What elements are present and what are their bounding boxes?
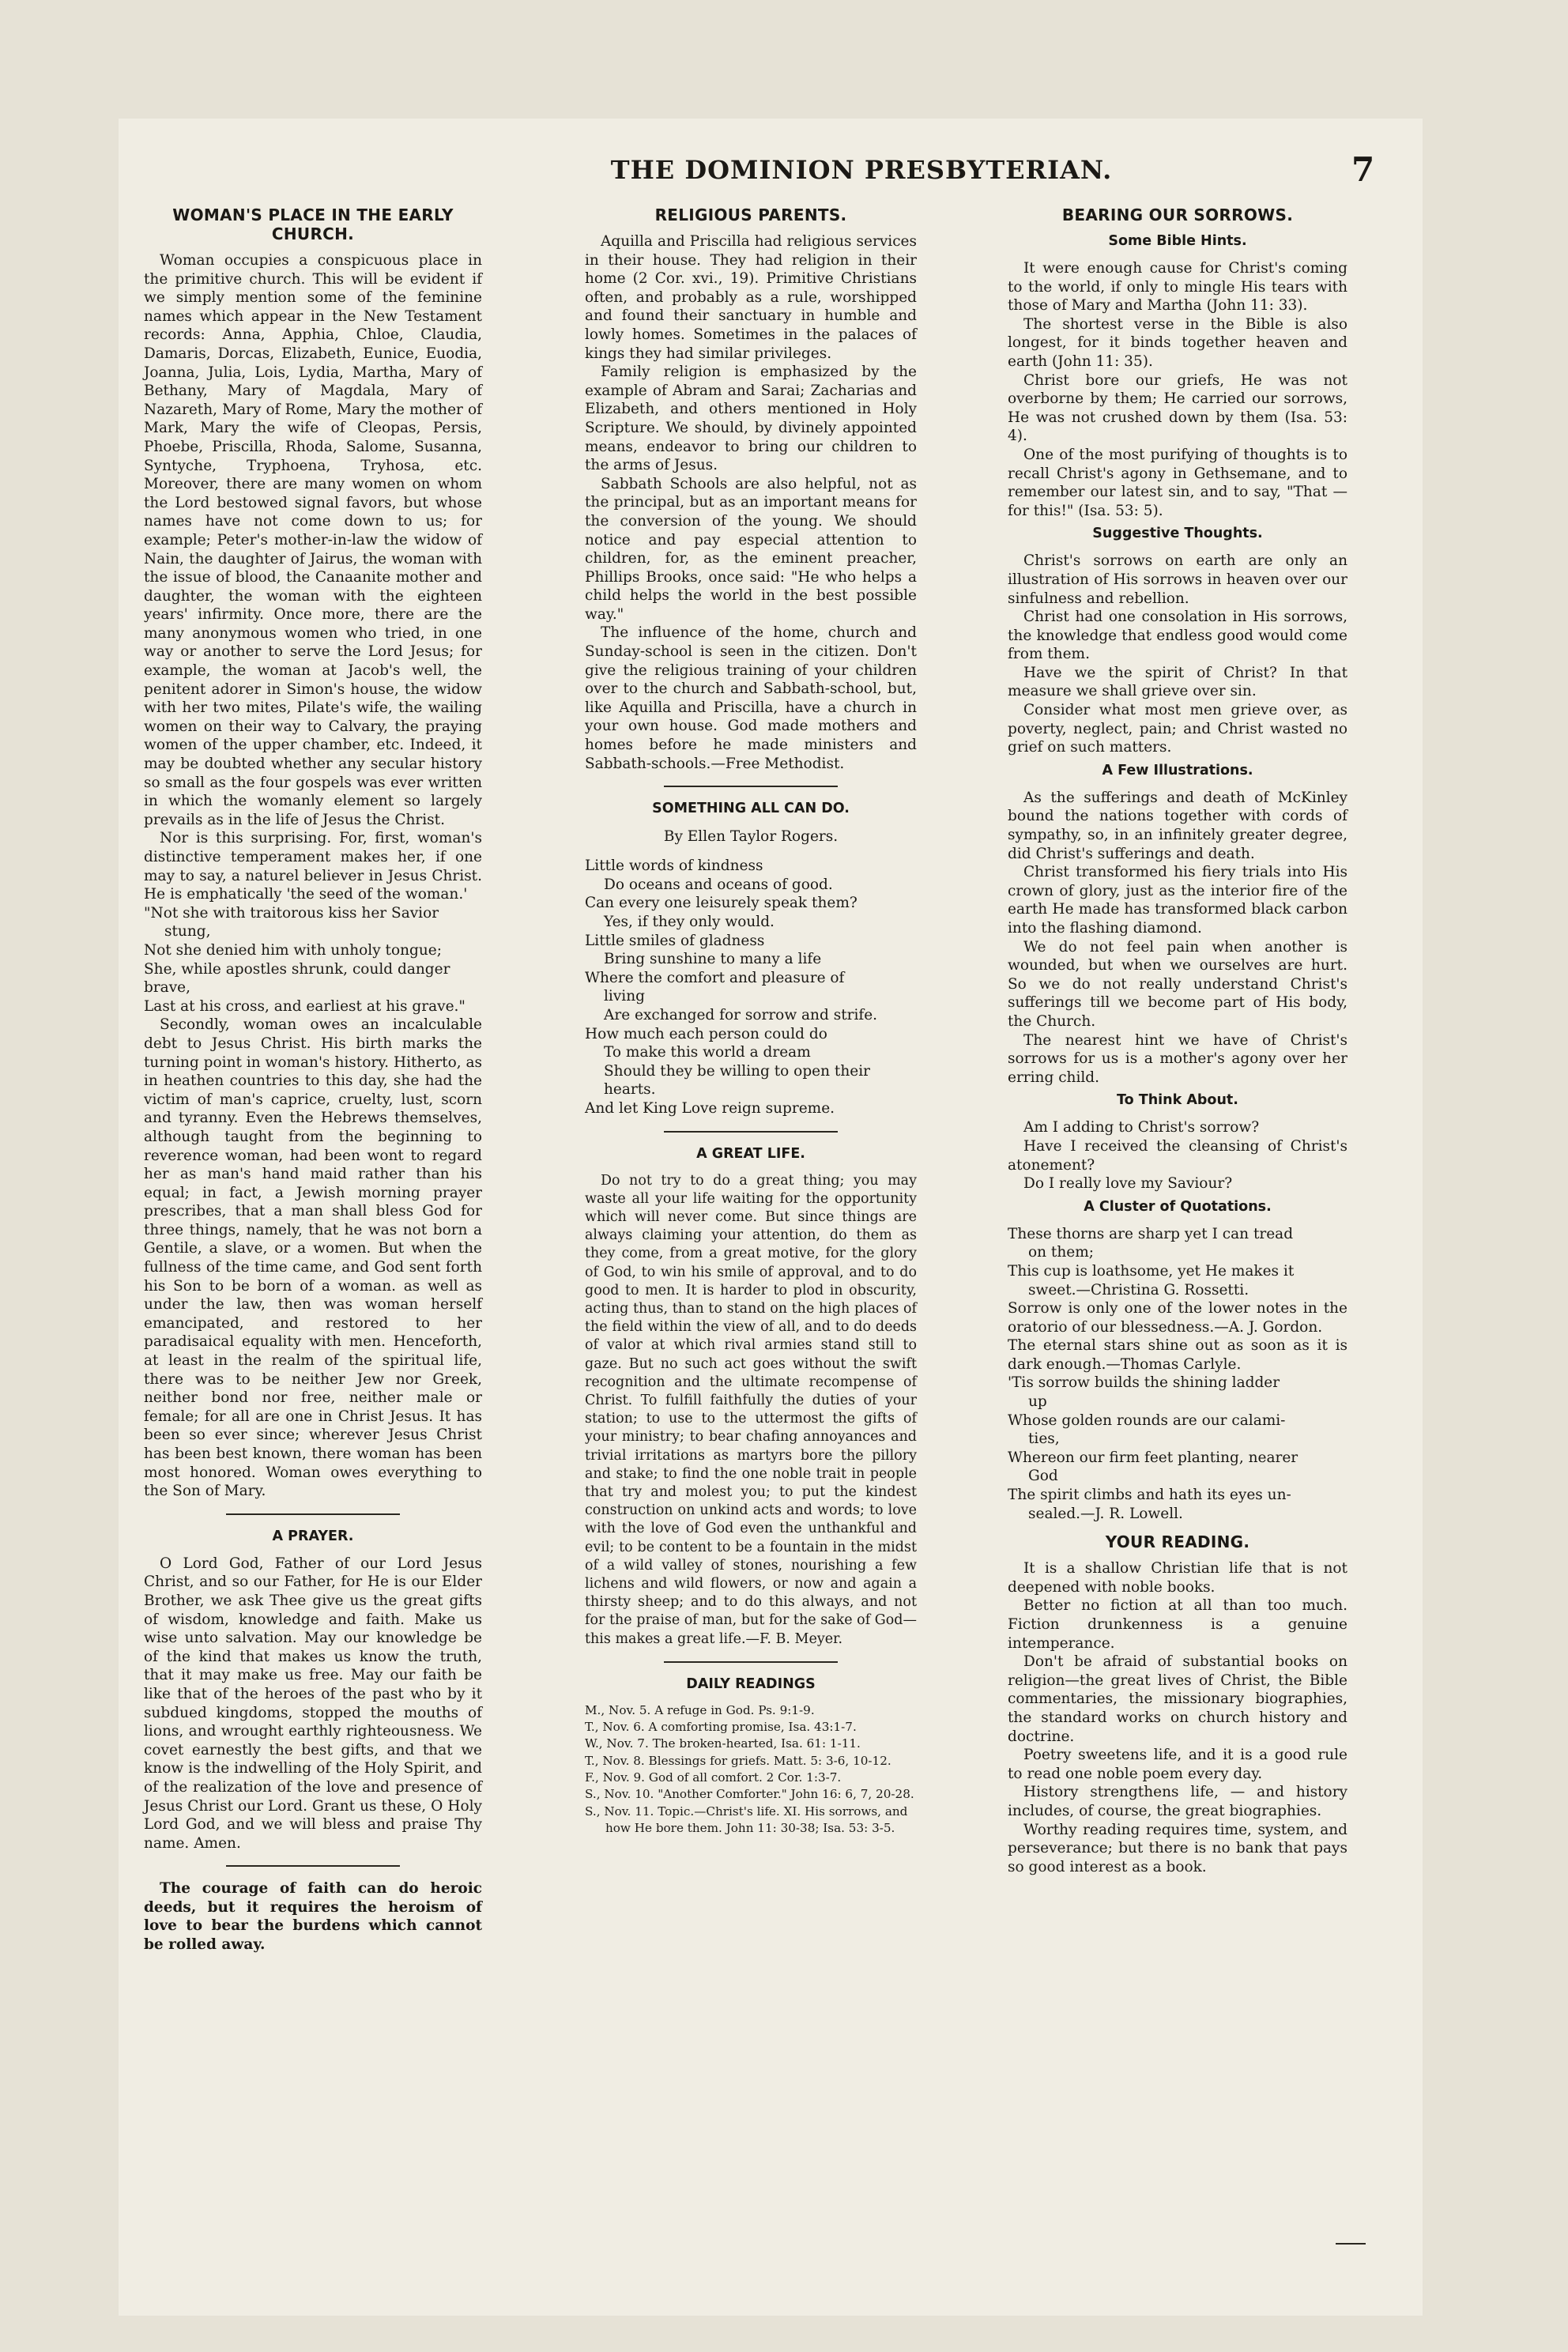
section-subheading: A Few Illustrations. xyxy=(1102,762,1253,778)
poem-line: How much each person could do xyxy=(585,1025,827,1042)
reading-entry: S., Nov. 11. Topic.—Christ's life. XI. His sorrows, and how He bore them. John 11: 30-38; Isa. 53: 3-5. xyxy=(585,1804,908,1835)
article-heading: YOUR READING. xyxy=(1105,1532,1250,1552)
article-paragraph: Christ transformed his fiery trials into His crown of glory, just as the interior fire of the earth He made has transformed black carbon into the flashing diamond. xyxy=(1008,864,1348,937)
column-2 xyxy=(585,205,917,1837)
article-paragraph: Consider what most men grieve over, as poverty, neglect, pain; and Christ wasted no grief on such matters. xyxy=(1008,702,1348,756)
closing-quote: The courage of faith can do heroic deeds, but it requires the heroism of love to bear the burdens which cannot be rolled away. xyxy=(144,1880,482,1954)
divider xyxy=(664,1661,838,1663)
quote-line: These thorns are sharp yet I can tread xyxy=(1008,1225,1294,1242)
article-paragraph: It is a shallow Christian life that is not deepened with noble books. xyxy=(1008,1560,1348,1596)
byline: By Ellen Taylor Rogers. xyxy=(663,828,839,846)
article-paragraph: Family religion is emphasized by the example of Abram and Sarai; Zacharias and Elizabeth, and others mentioned in Holy Scripture. We should, by divinely appointed means, endeavor to bring our children to the arms of Jesus. xyxy=(585,364,917,474)
column-1 xyxy=(144,205,482,1954)
quotation-cluster xyxy=(1008,1225,1348,1524)
poem-line: To make this world a dream xyxy=(604,1044,811,1061)
article-paragraph: Sabbath Schools are also helpful, not as the principal, but as an important means for the conversion of the young. We should notice and pay especial attention to children, for, as the eminent preacher, Phillips Brooks, once said: "He who helps a child helps the world in the best possible way." xyxy=(585,475,917,623)
quote-line: Whose golden rounds are our calami- xyxy=(1008,1412,1286,1429)
article-paragraph: The nearest hint we have of Christ's sorrows for us is a mother's agony over her erring child. xyxy=(1008,1031,1348,1086)
reading-entry: T., Nov. 8. Blessings for griefs. Matt. 5: 3-6, 10-12. xyxy=(585,1753,891,1768)
divider xyxy=(664,1131,838,1133)
poem-line: Are exchanged for sorrow and strife. xyxy=(604,1006,878,1023)
article-paragraph: Christ had one consolation in His sorrows, the knowledge that endless good would come from them. xyxy=(1008,609,1348,663)
article-paragraph: The influence of the home, church and Sunday-school is seen in the citizen. Don't give the religious training of your children over to the church and Sabbath-school, but, like Aquilla and Priscilla, have a church in your own house. God made mothers and homes before he made ministers and Sabbath-schools.—Free Methodist. xyxy=(585,624,917,772)
article-paragraph: Nor is this surprising. For, first, woman's distinctive temperament makes her, if one may to say, a naturel believer in Jesus Christ. He is emphatically 'the seed of the woman.' xyxy=(144,830,482,903)
poem-line: Can every one leisurely speak them? xyxy=(585,895,858,912)
poem-line: hearts. xyxy=(604,1081,656,1099)
article-paragraph: It were enough cause for Christ's coming to the world, if only to mingle His tears with those of Mary and Martha (John 11: 33). xyxy=(1008,260,1348,315)
newspaper-page xyxy=(119,119,1423,2316)
quote-line: This cup is loathsome, yet He makes it xyxy=(1008,1262,1295,1280)
poem-line: Do oceans and oceans of good. xyxy=(604,876,833,893)
reading-entry: F., Nov. 9. God of all comfort. 2 Cor. 1:3-7. xyxy=(585,1770,842,1785)
quote-line: sweet.—Christina G. Rossetti. xyxy=(1028,1281,1250,1298)
article-paragraph: Christ's sorrows on earth are only an illustration of His sorrows in heaven over our sinfulness and rebellion. xyxy=(1008,552,1348,607)
quote-line: up xyxy=(1028,1393,1047,1411)
section-subheading: To Think About. xyxy=(1117,1092,1238,1109)
article-paragraph: Have we the spirit of Christ? In that measure we shall grieve over sin. xyxy=(1008,664,1348,700)
quote-line: Sorrow is only one of the lower notes in the oratorio of our blessedness.—A. J. Gordon. xyxy=(1008,1300,1348,1336)
article-heading: A PRAYER. xyxy=(272,1528,354,1544)
article-paragraph: Christ bore our griefs, He was not overborne by them; He carried our sorrows, He was not crushed down by them (Isa. 53: 4). xyxy=(1008,371,1348,445)
reading-entry: T., Nov. 6. A comforting promise, Isa. 43:1-7. xyxy=(585,1720,857,1735)
section-subheading: Some Bible Hints. xyxy=(1108,233,1247,249)
quote-line: 'Tis sorrow builds the shining ladder xyxy=(1008,1374,1280,1392)
article-paragraph: Secondly, woman owes an incalculable debt to Jesus Christ. His birth marks the turning point in woman's history. Hitherto, as in heathen countries to this day, she had the victim of man's caprice, cruelty, lust, scorn and tyranny. Even the Hebrews themselves, although taught from the beginning to reverence woman, had been wont to regard her as man's hand maid rather than his equal; in fact, a Jewish morning prayer prescribes, that a man shall bless God for three things, namely, that he was not born a Gentile, a slave, or a women. But when the fullness of the time came, and God sent forth his Son to be born of a woman. as well as under the law, then was woman herself emancipated, and restored to her paradisaical equality with men. Henceforth, at least in the realm of the spiritual life, there was to be neither Jew nor Greek, neither bond nor free, neither male or female; for all are one in Christ Jesus. It has been so ever since; wherever Jesus Christ has been best known, there woman has been most honored. Woman owes everything to the Son of Mary. xyxy=(144,1016,482,1500)
article-paragraph: Do I really love my Saviour? xyxy=(1023,1175,1233,1193)
article-heading: RELIGIOUS PARENTS. xyxy=(654,205,847,224)
verse-line: She, while apostles shrunk, could danger brave, xyxy=(144,960,450,997)
verse-line: "Not she with traitorous kiss her Savior xyxy=(144,904,439,922)
page-number: 7 xyxy=(1351,150,1375,189)
column-3 xyxy=(1008,205,1348,1876)
poem-line: Where the comfort and pleasure of xyxy=(585,969,845,986)
quote-line: sealed.—J. R. Lowell. xyxy=(1028,1505,1183,1522)
quote-line: Whereon our firm feet planting, nearer xyxy=(1008,1449,1298,1466)
article-paragraph: Don't be afraid of substantial books on religion—the great lives of Christ, the Bible commentaries, the missionary biographies, the standard works on church history and doctrine. xyxy=(1008,1653,1348,1745)
article-heading: WOMAN'S PLACE IN THE EARLY CHURCH. xyxy=(172,205,454,243)
article-paragraph: We do not feel pain when another is wounded, but when we ourselves are hurt. So we do not really understand Christ's sufferings till we become part of His body, the Church. xyxy=(1008,938,1348,1030)
verse-line: Not she denied him with unholy tongue; xyxy=(144,941,442,959)
closing-quote-block xyxy=(144,1879,482,1954)
masthead: THE DOMINION PRESBYTERIAN. xyxy=(610,155,1113,185)
article-heading: A GREAT LIFE. xyxy=(696,1145,805,1162)
verse-quote xyxy=(144,904,482,1016)
article-paragraph: Worthy reading requires time, system, and perseverance; but there is no bank that pays so good interest as a book. xyxy=(1008,1821,1348,1875)
article-heading: SOMETHING ALL CAN DO. xyxy=(652,801,850,817)
section-subheading: Suggestive Thoughts. xyxy=(1092,526,1263,542)
section-subheading: A Cluster of Quotations. xyxy=(1084,1198,1272,1215)
verse-line: Last at his cross, and earliest at his grave." xyxy=(144,997,466,1015)
article-heading: BEARING OUR SORROWS. xyxy=(1061,205,1294,224)
article-paragraph: One of the most purifying of thoughts is to recall Christ's agony in Gethsemane, and to remember our latest sin, and to say, "That — for this!" (Isa. 53: 5). xyxy=(1008,446,1348,519)
poem-line: Little words of kindness xyxy=(585,858,763,875)
article-paragraph: Am I adding to Christ's sorrow? xyxy=(1023,1119,1260,1136)
article-paragraph: Better no fiction at all than too much. Fiction drunkenness is a genuine intemperance. xyxy=(1008,1597,1348,1652)
reading-entry: W., Nov. 7. The broken-hearted, Isa. 61: 1-11. xyxy=(585,1736,861,1751)
divider xyxy=(226,1865,400,1867)
reading-entry: S., Nov. 10. "Another Comforter." John 16: 6, 7, 20-28. xyxy=(585,1787,914,1802)
poem-line: Bring sunshine to many a life xyxy=(604,951,822,968)
prayer-text: O Lord God, Father of our Lord Jesus Christ, and so our Father, for He is our Elder Brother, we ask Thee give us the great gifts of wisdom, knowledge and faith. Make us wise unto salvation. May our knowledge be of the kind that makes us know the truth, that it may make us free. May our faith be like that of the heroes of the past who by it subdued kingdoms, stopped the mouths of lions, and wrought earthly righteousness. We covet earnestly the best gifts, and that we know is the indwelling of the Holy Spirit, and of the realization of the love and presence of Jesus Christ our Lord. Grant us these, O Holy Lord God, and we will bless and praise Thy name. Amen. xyxy=(144,1555,482,1852)
article-heading: DAILY READINGS xyxy=(686,1675,816,1692)
poem xyxy=(585,857,917,1118)
quote-line: ties, xyxy=(1028,1430,1060,1448)
end-rule xyxy=(1336,2243,1366,2245)
article-paragraph: Aquilla and Priscilla had religious services in their house. They had religion in their home (2 Cor. xvi., 19). Primitive Christians often, and probably as a rule, worshipped and found their sanctuary in humble and lowly homes. Sometimes in the palaces of kings they had similar privileges. xyxy=(585,233,917,362)
quote-line: The spirit climbs and hath its eyes un- xyxy=(1008,1487,1291,1504)
quote-line: God xyxy=(1028,1468,1058,1485)
article-paragraph: Poetry sweetens life, and it is a good rule to read one noble poem every day. xyxy=(1008,1747,1348,1782)
article-paragraph: Woman occupies a conspicuous place in the primitive church. This will be evident if we simply mention some of the feminine names which appear in the New Testament records: Anna, Apphia, Chloe, Claudia, Damaris, Dorcas, Elizabeth, Eunice, Euodia, Joanna, Julia, Lois, Lydia, Martha, Mary of Bethany, Mary of Magdala, Mary of Nazareth, Mary of Rome, Mary the mother of Mark, Mary the wife of Cleopas, Persis, Phoebe, Priscilla, Rhoda, Salome, Susanna, Syntyche, Tryphoena, Tryhosa, etc. Moreover, there are many women on whom the Lord bestowed signal favors, but whose names have not come down to us; for example; Peter's mother-in-law the widow of Nain, the daughter of Jairus, the woman with the issue of blood, the Canaanite mother and daughter, the woman with the eighteen years' infirmity. Once more, there are the many anonymous women who tried, in one way or another to serve the Lord Jesus; for example, the woman at Jacob's well, the penitent adorer in Simon's house, the widow with her two mites, Pilate's wife, the wailing women on their way to Calvary, the praying women of the upper chamber, etc. Indeed, it may be doubted whether any secular history so small as the four gospels was ever written in which the womanly element so largely prevails as in the life of Jesus the Christ. xyxy=(144,252,482,828)
article-paragraph: As the sufferings and death of McKinley bound the nations together with cords of sympathy, so, in an infinitely greater degree, did Christ's sufferings and death. xyxy=(1008,789,1348,862)
article-paragraph: Do not try to do a great thing; you may waste all your life waiting for the opportunity which will never come. But since things are always claiming your attention, do them as they come, from a great motive, for the glory of God, to win his smile of approval, and to do good to men. It is harder to plod in obscurity, acting thus, than to stand on the high places of the field within the view of all, and to do deeds of valor at which rival armies stand still to gaze. But no such act goes without the swift recognition and the ultimate recompense of Christ. To fulfill faithfully the duties of your station; to use to the uttermost the gifts of your ministry; to bear chafing annoyances and trivial irritations as martyrs bore the pillory and stake; to find the one noble trait in people that try and molest you; to put the kindest construction on unkind acts and words; to love with the love of God even the unthankful and evil; to be content to be a fountain in the midst of a wild valley of stones, nourishing a few lichens and wild flowers, or now and again a thirsty sheep; and to do this always, and not for the praise of man, but for the sake of God—this makes a great life.—F. B. Meyer. xyxy=(585,1172,917,1647)
reading-entry: M., Nov. 5. A refuge in God. Ps. 9:1-9. xyxy=(585,1702,815,1717)
great-life-block xyxy=(585,1172,917,1649)
article-paragraph: Have I received the cleansing of Christ's atonement? xyxy=(1008,1137,1348,1174)
quote-line: on them; xyxy=(1028,1244,1095,1261)
poem-line: Little smiles of gladness xyxy=(585,932,765,949)
daily-readings-list xyxy=(585,1702,917,1837)
verse-line: stung, xyxy=(164,923,211,940)
poem-line: Should they be willing to open their xyxy=(604,1062,870,1080)
poem-line: Yes, if they only would. xyxy=(604,914,775,930)
quote-line: The eternal stars shine out as soon as it is dark enough.—Thomas Carlyle. xyxy=(1008,1337,1348,1373)
divider xyxy=(664,786,838,787)
divider xyxy=(226,1513,400,1515)
poem-line: living xyxy=(604,988,645,1005)
poem-line: And let King Love reign supreme. xyxy=(585,1099,835,1117)
article-paragraph: The shortest verse in the Bible is also longest, for it binds together heaven and earth (John 11: 35). xyxy=(1008,315,1348,370)
article-paragraph: History strengthens life, — and history includes, of course, the great biographies. xyxy=(1008,1784,1348,1819)
